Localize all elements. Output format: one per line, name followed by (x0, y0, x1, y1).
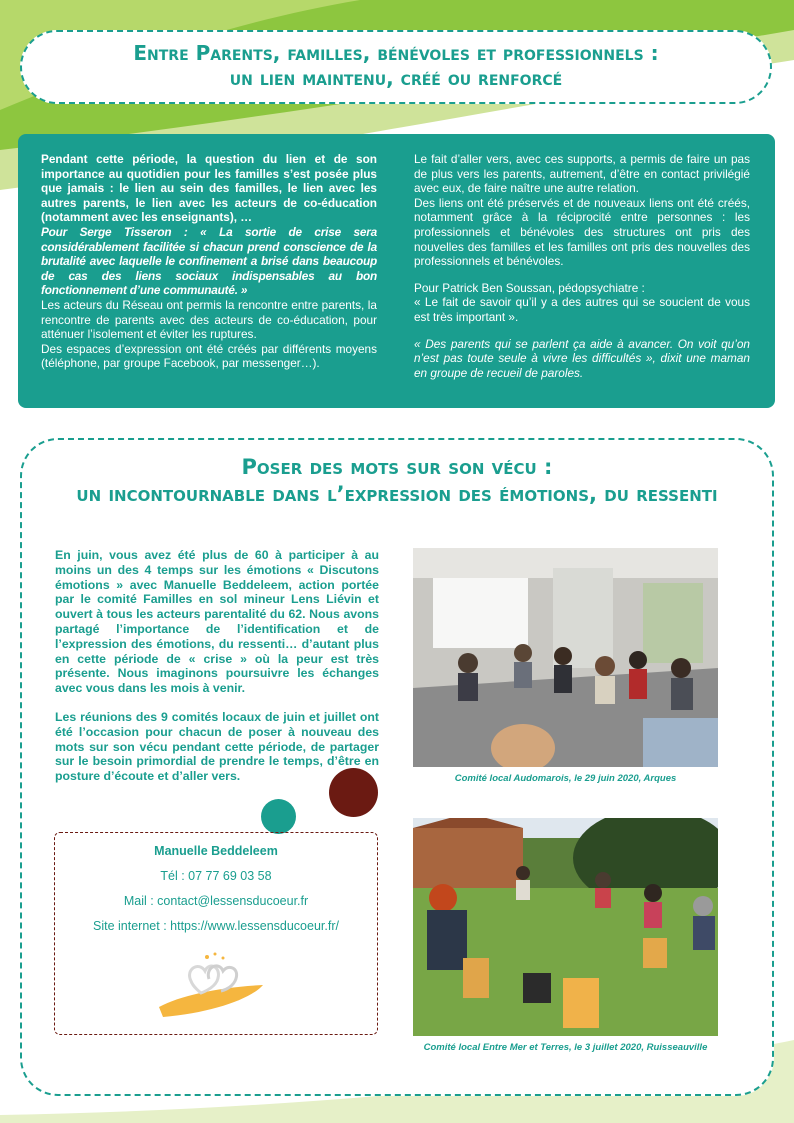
maman-quote: « Des parents qui se parlent ça aide à avancer. On voit qu’on n’est pas toute seule à vivre les difficultés », dixit une maman en groupe de recueil de paroles. (414, 336, 750, 380)
teal-dot (261, 799, 296, 834)
left-paragraph-1: Pendant cette période, la question du lien et de son importance au quotidien pour les familles s’est posée plus que jamais : le lien au sein des familles, le lien avec les autres parents, le lien avec les acteurs de co-éducation (notamment avec les enseignants), … (41, 152, 377, 225)
section1-panel (18, 134, 775, 408)
right-paragraph-2: Des liens ont été préservés et de nouveaux liens ont été créés, notamment grâce à la réciprocité entre personnes : les professionnels et bénévoles des structures ont pris des nouvelles des familles et les familles ont pris des nouvelles des professionnels et bénévoles. (414, 195, 750, 269)
right-paragraph-4: « Le fait de savoir qu’il y a des autres qui se soucient de vous est très important ». (414, 295, 750, 324)
section2-paragraph-2: Les réunions des 9 comités locaux de juin et juillet ont été l’occasion pour chacun de poser à nouveau des mots sur son vécu pendant cette période, de partager sur le besoin primordial de prendre le temps, d’être en posture d’écoute et d’aller vers. (55, 709, 379, 784)
section2-title-line2: un incontournable dans l’expression des émotions, du ressenti (76, 482, 718, 506)
contact-name: Manuelle Beddeleem (154, 844, 278, 858)
section2-paragraph-1: En juin, vous avez été plus de 60 à participer à au moins un des 4 temps sur les émotions « Discutons émotions » avec Manuelle Beddeleem, action portée par le comité Familles en sol mineur Lens Liévin et ouvert à tous les acteurs parentalité du 62. Nous avons partagé l’importance de l’identification et de l’expression des émotions, du ressenti… d’autant plus en cette période de « crise » où la peur est très présente. Nous imaginons poursuivre les échanges avec vous dans les mois à venir. (55, 548, 379, 696)
section1-title-line2: un lien maintenu, créé ou renforcé (229, 66, 563, 90)
photo1-caption: Comité local Audomarois, le 29 juin 2020, Arques (454, 773, 677, 784)
left-paragraph-3: Des espaces d’expression ont été créés par différents moyens (téléphone, par groupe Facebook, par messenger…). (41, 341, 377, 371)
contact-box (54, 832, 378, 1035)
photo-outdoor-meeting (413, 818, 718, 1036)
section1-left-column (41, 152, 377, 371)
photo-indoor-meeting (413, 548, 718, 767)
maroon-dot (329, 768, 378, 817)
right-paragraph-3: Pour Patrick Ben Soussan, pédopsychiatre : (414, 280, 645, 295)
right-paragraph-1: Le fait d’aller vers, avec ces supports, a permis de faire un pas de plus vers les parents, autrement, d’être en contact privilégié avec eux, de faire naître une autre relation. (414, 152, 750, 196)
section2-title-line1: Poser des mots sur son vécu : (241, 455, 553, 479)
left-paragraph-2: Les acteurs du Réseau ont permis la rencontre entre parents, la rencontre de parents avec des acteurs de co-éducation, pour atténuer l’isolement et éviter les ruptures. (41, 297, 377, 342)
contact-email: Mail : contact@lessensducoeur.fr (123, 894, 309, 908)
les-sens-du-coeur-logo (151, 951, 271, 1023)
section1-header (20, 30, 772, 104)
section1-title-line1: Entre Parents, familles, bénévoles et professionnels : (133, 41, 659, 65)
photo2-caption: Comité local Entre Mer et Terres, le 3 juillet 2020, Ruisseauville (423, 1042, 708, 1053)
tisseron-quote: Pour Serge Tisseron : « La sortie de crise sera considérablement facilitée si chacun prend conscience de la brutalité avec laquelle le confinement a brisé dans beaucoup de cas des liens sociaux indispensables au bon fonctionnement d’une communauté. » (41, 224, 377, 298)
contact-phone: Tél : 07 77 69 03 58 (160, 869, 272, 883)
section2-body (55, 548, 379, 784)
contact-website: Site internet : https://www.lessensducoeur.fr/ (93, 919, 339, 933)
section2-title (22, 454, 772, 508)
section1-right-column (414, 152, 750, 380)
